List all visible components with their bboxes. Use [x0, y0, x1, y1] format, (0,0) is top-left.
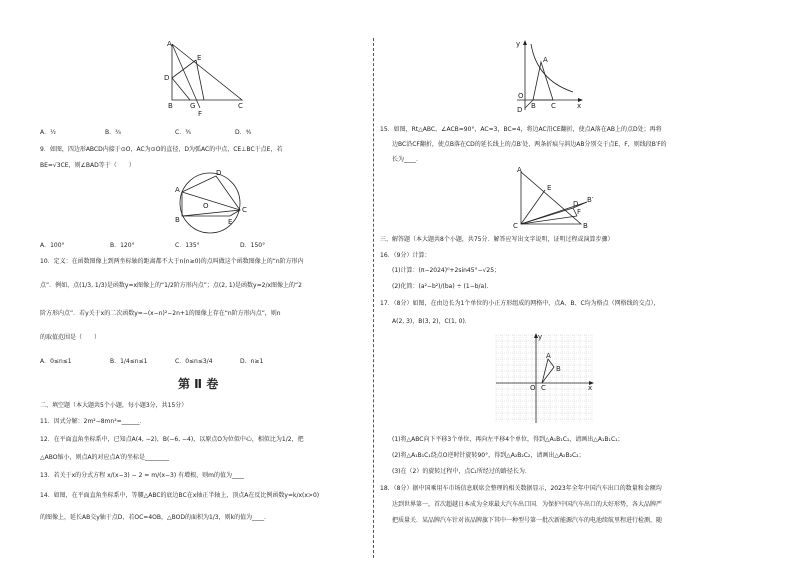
q9-line2: BE=√3CE，则∠BAD等于（ ）	[40, 162, 135, 169]
fig17-label-o: O	[530, 384, 536, 392]
q14-line2: 的图像上，延长AB交y轴于点D，若OC=4OB，△BOD的面积为1/3，则k的值为____．	[40, 514, 271, 521]
fig15-label-d: D	[573, 200, 579, 208]
figure-q14	[511, 40, 586, 112]
section2-title: 二、填空题（本大题共5个小题，每小题3分，共15分）	[40, 402, 188, 409]
q17-part2: (2)将△A₁B₁C₁绕点O逆时针旋转90°，得到△A₂B₂C₂，请画出△A₂B₂C₂；	[392, 452, 585, 459]
q18-line1: 18．（8分）据中国乘用车市场信息联席会整理的相关数据显示，2023年全年中国汽车出口的数量和金额均	[380, 485, 662, 492]
fig14-label-c: C	[551, 102, 556, 110]
fig8-label-b: B	[168, 102, 173, 110]
fig14-label-y: y	[516, 40, 521, 48]
q17-part3: (3)在（2）的旋转过程中，点C₁所经过的路径长为．	[392, 468, 531, 475]
fig17-label-c: C	[541, 384, 546, 392]
q15-line1: 15．如图，Rt△ABC，∠ACB=90°，AC=3，BC=4，将边AC沿CE翻折，使点A落在AB上的点D处；再将	[380, 126, 662, 133]
section3-title: 三、解答题（本大题共8个小题，共75分．解答应写出文字说明，证明过程或演算步骤）	[380, 236, 614, 243]
figure-q9	[170, 169, 260, 234]
fig8-label-c: C	[238, 102, 243, 110]
fig14-label-a: A	[543, 56, 548, 64]
fig8-label-d: D	[164, 74, 170, 82]
fig17-label-b: B	[556, 365, 561, 373]
fig9-label-c: C	[242, 206, 247, 214]
fig8-label-a: A	[167, 40, 172, 48]
fig14-label-x: x	[577, 102, 582, 110]
q10-line4: 的取值范围是（ ）	[40, 334, 101, 341]
part2-title: 第 Ⅱ 卷	[178, 377, 219, 391]
fig14-label-d: D	[517, 106, 523, 114]
q16-part1: (1)计算：(π−2024)⁰+2sin45°−√25；	[392, 267, 501, 274]
fig8-label-g: G	[190, 102, 196, 110]
q8-option-a: A．½	[40, 129, 56, 136]
q16-title: 16．（9分）计算：	[380, 252, 431, 259]
q10-option-b: B．1/4≤n≤1	[110, 358, 148, 365]
figure-q8	[150, 38, 250, 118]
q12-line1: 12．在平面直角坐标系中，已知点A(4, −2)，B(−6, −4)，以原点O为位似中心，相似比为1/2，把	[40, 436, 304, 443]
q15-line2: 边BC沿CF翻折，使点B落在CD的延长线上的点B′处，两条折痕与斜边AB分别交于点E、F，则线段B′F的	[392, 141, 667, 148]
q10-option-a: A．0≤n≤1	[40, 358, 72, 365]
figure-q17-grid	[496, 333, 596, 425]
q9-option-d: D．150°	[240, 242, 266, 249]
column-divider	[373, 38, 375, 558]
figure-q15	[511, 168, 601, 230]
fig15-label-a: A	[517, 166, 522, 174]
q10-line2: 点”．例如，点(1/3, 1/3)是函数y=x图像上的“1/2阶方形内点”；点(2, 1)是函数y=2/x图像上的“2	[40, 282, 302, 289]
q11: 11．因式分解：2m²−8mn²=______．	[40, 418, 146, 425]
fig9-label-o: O	[203, 202, 209, 210]
fig14-label-o: O	[518, 92, 524, 100]
fig15-label-c: C	[513, 222, 518, 230]
q9-option-a: A．100°	[40, 242, 65, 249]
q8-option-b: B．¾	[105, 129, 121, 136]
q14-line1: 14．如图，在平面直角坐标系中，等腰△ABC的底边BC在x轴正半轴上，顶点A在反比例函数y=k/x(x>0)	[40, 492, 320, 499]
q12-line2: △ABO缩小，则点A的对应点A′的坐标是________	[40, 454, 170, 461]
q17-line1: 17．（8分）如图，在由边长为1个单位的小正方形组成的网格中，点A、B、C均为格点（网格线的交点），	[380, 300, 660, 307]
q10-option-c: C．0≤n≤3/4	[175, 358, 213, 365]
fig15-label-f: F	[577, 208, 582, 216]
q10-option-d: D．n≥1	[240, 358, 264, 365]
left-column	[0, 0, 372, 562]
q18-line3: 把质量关．某品牌汽车针对该品牌旗下其中一种型号第一批次新能源汽车的电池续航里程进行检测，随	[392, 517, 663, 524]
fig8-label-e: E	[197, 54, 202, 62]
fig9-label-b: B	[175, 216, 180, 224]
q17-part1: (1)将△ABC向下平移3个单位，再向左平移4个单位，得到△A₁B₁C₁，请画出△A₁B₁C₁；	[392, 436, 624, 443]
fig9-label-e: E	[228, 218, 233, 226]
fig9-label-a: A	[175, 186, 180, 194]
q9-option-c: C．135°	[175, 242, 200, 249]
q16-part2: (2)化简：(a²−b²)/(ba) ÷ (1−b/a)．	[392, 283, 493, 290]
q8-option-d: D．⁴⁄₅	[235, 129, 252, 136]
fig8-label-f: F	[198, 110, 203, 118]
fig17-label-a: A	[546, 352, 551, 360]
q8-option-c: C．³⁄₅	[175, 129, 192, 136]
fig14-label-b: B	[531, 102, 536, 110]
fig17-label-x: x	[588, 384, 593, 392]
q9-option-b: B．120°	[110, 242, 135, 249]
fig15-label-e: E	[547, 184, 552, 192]
q17-line2: A(2, 3)，B(3, 2)，C(1, 0)．	[392, 318, 471, 325]
q10-line1: 10．定义：在函数图像上到两坐标轴的距离都不大于n(n≥0)的点叫做这个函数图像上的“n阶方形内	[40, 258, 304, 265]
q9-line1: 9．如图，四边形ABCD内接于⊙O，AC为⊙O的直径，D为弧AC的中点，CE⊥BC于点E，若	[40, 146, 283, 153]
fig15-label-bprime: B′	[587, 196, 594, 204]
right-column	[376, 0, 794, 562]
q15-line3: 长为____．	[392, 156, 423, 163]
q18-line2: 达到世界第一，首次超越日本成为全球最大汽车出口国．为保护中国汽车出口的大好形势，各大品牌严	[392, 501, 663, 508]
fig17-label-y: y	[538, 333, 543, 341]
fig15-label-b: B	[583, 222, 588, 230]
q10-line3: 阶方形内点”．若y关于x的二次函数y=−(x−n)²−2n+1的图像上存在“n阶方形内点”，则n	[40, 310, 281, 317]
fig9-label-d: D	[216, 169, 222, 177]
q13: 13．若关于x的分式方程 x/(x−3) − 2 = m/(x−3) 有增根，则m的值为____	[40, 472, 244, 479]
